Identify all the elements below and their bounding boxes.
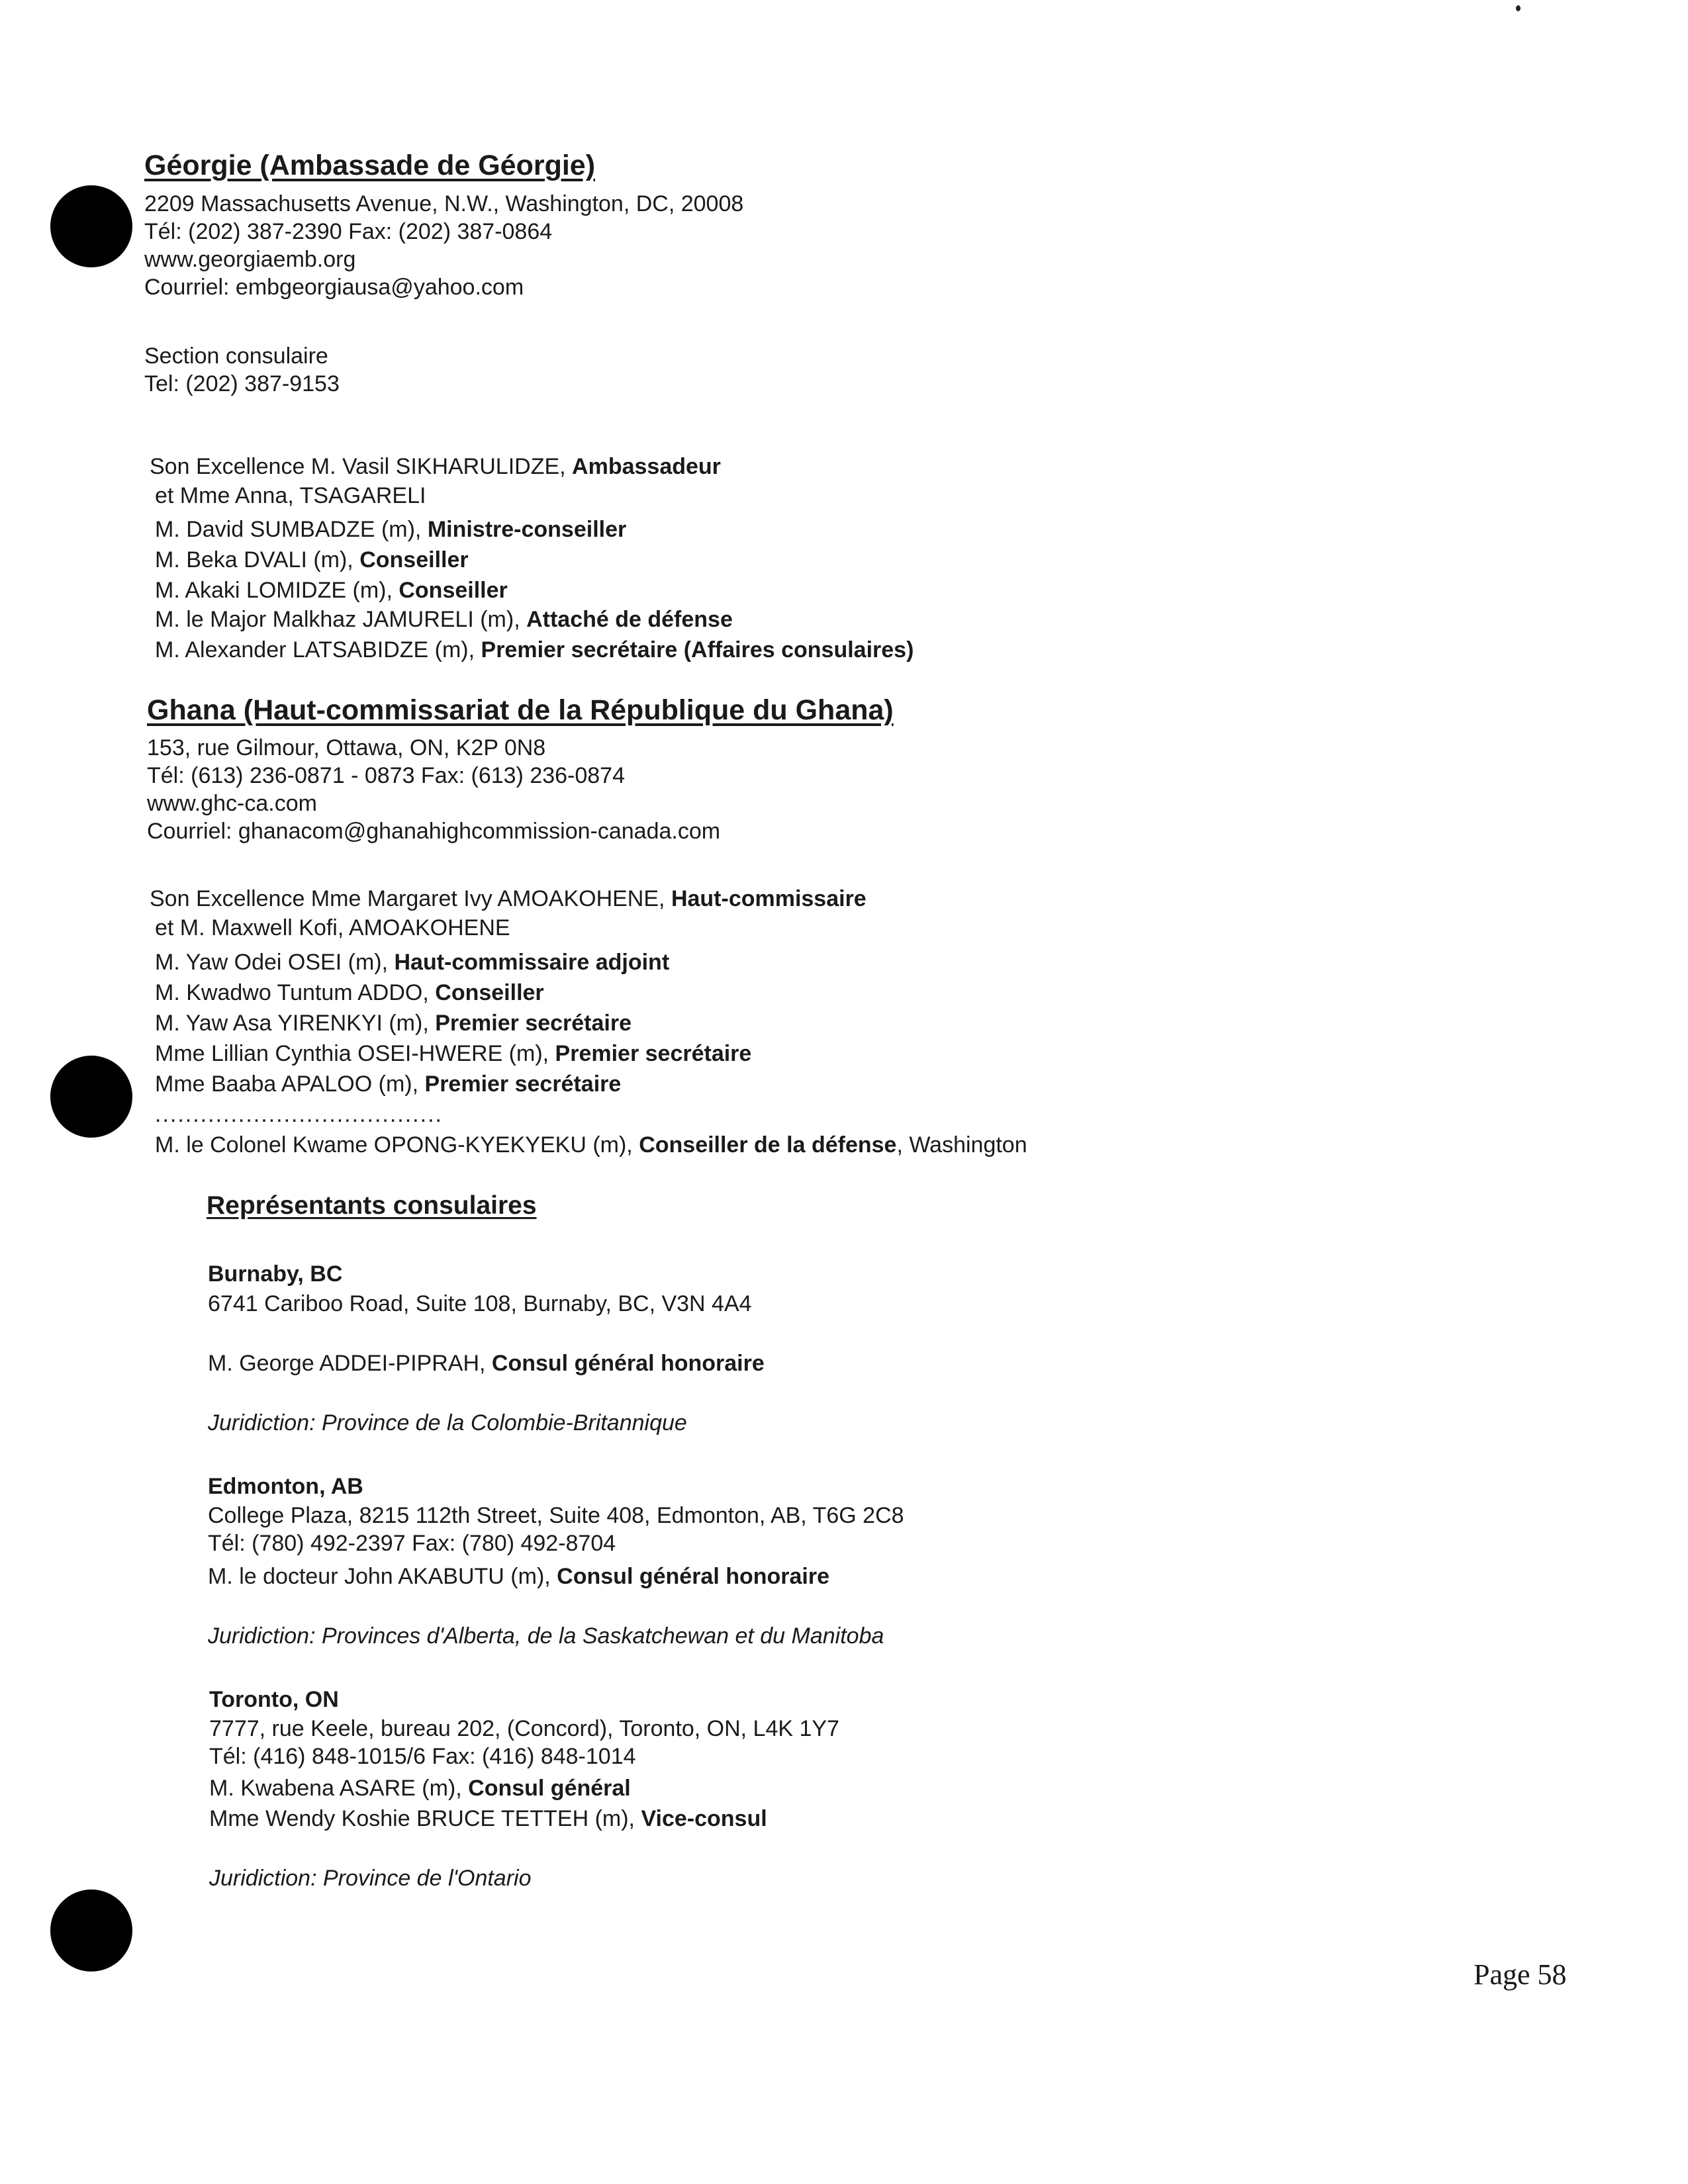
- staff-line: et Mme Anna, TSAGARELI: [155, 483, 426, 508]
- staff-line: M. Akaki LOMIDZE (m), Conseiller: [155, 578, 508, 603]
- burnaby-city: Burnaby, BC: [208, 1261, 343, 1287]
- ghana-address: 153, rue Gilmour, Ottawa, ON, K2P 0N8: [147, 735, 546, 760]
- staff-line: M. le Colonel Kwame OPONG-KYEKYEKU (m), Conseiller de la défense, Washington: [155, 1132, 1027, 1158]
- staff-line: et M. Maxwell Kofi, AMOAKOHENE: [155, 915, 510, 940]
- ghana-phone: Tél: (613) 236-0871 - 0873 Fax: (613) 236-0874: [147, 763, 626, 788]
- toronto-person: M. Kwabena ASARE (m), Consul général: [209, 1776, 631, 1801]
- toronto-jurisdiction: Juridiction: Province de l'Ontario: [209, 1866, 532, 1891]
- consular-representatives-heading: Représentants consulaires: [207, 1191, 537, 1220]
- staff-line: M. Yaw Asa YIRENKYI (m), Premier secrétaire: [155, 1011, 632, 1036]
- binder-hole-middle: [50, 1056, 132, 1138]
- ghana-email: Courriel: ghanacom@ghanahighcommission-canada.com: [147, 819, 721, 844]
- edmonton-city: Edmonton, AB: [208, 1474, 363, 1499]
- binder-hole-top: [50, 185, 132, 267]
- dotted-separator: ......................................: [155, 1102, 443, 1127]
- edmonton-phone: Tél: (780) 492-2397 Fax: (780) 492-8704: [208, 1531, 616, 1556]
- georgia-heading: Géorgie (Ambassade de Géorgie): [144, 150, 596, 181]
- binder-hole-bottom: [50, 1889, 132, 1972]
- scan-speck: [1516, 5, 1521, 11]
- georgia-email: Courriel: embgeorgiausa@yahoo.com: [144, 275, 524, 300]
- georgia-consular-phone: Tel: (202) 387-9153: [144, 371, 340, 396]
- staff-line: Son Excellence M. Vasil SIKHARULIDZE, Ambassadeur: [150, 454, 721, 479]
- edmonton-person: M. le docteur John AKABUTU (m), Consul général honoraire: [208, 1564, 830, 1589]
- georgia-address: 2209 Massachusetts Avenue, N.W., Washington, DC, 20008: [144, 191, 744, 216]
- georgia-phone: Tél: (202) 387-2390 Fax: (202) 387-0864: [144, 219, 553, 244]
- burnaby-jurisdiction: Juridiction: Province de la Colombie-Britannique: [208, 1410, 687, 1435]
- staff-line: M. Kwadwo Tuntum ADDO, Conseiller: [155, 980, 544, 1005]
- burnaby-address: 6741 Cariboo Road, Suite 108, Burnaby, BC, V3N 4A4: [208, 1291, 752, 1316]
- staff-line: Mme Baaba APALOO (m), Premier secrétaire: [155, 1071, 622, 1097]
- staff-line: M. David SUMBADZE (m), Ministre-conseiller: [155, 517, 627, 542]
- toronto-address: 7777, rue Keele, bureau 202, (Concord), Toronto, ON, L4K 1Y7: [209, 1716, 839, 1741]
- staff-line: M. Yaw Odei OSEI (m), Haut-commissaire adjoint: [155, 950, 670, 975]
- staff-line: M. le Major Malkhaz JAMURELI (m), Attaché de défense: [155, 607, 733, 632]
- georgia-consular-section: Section consulaire: [144, 343, 328, 369]
- toronto-phone: Tél: (416) 848-1015/6 Fax: (416) 848-1014: [209, 1744, 636, 1769]
- ghana-website: www.ghc-ca.com: [147, 791, 317, 816]
- burnaby-person: M. George ADDEI-PIPRAH, Consul général honoraire: [208, 1351, 765, 1376]
- edmonton-address: College Plaza, 8215 112th Street, Suite 408, Edmonton, AB, T6G 2C8: [208, 1503, 904, 1528]
- staff-line: M. Alexander LATSABIDZE (m), Premier secrétaire (Affaires consulaires): [155, 637, 914, 662]
- ghana-heading: Ghana (Haut-commissariat de la République du Ghana): [147, 694, 894, 726]
- staff-line: Son Excellence Mme Margaret Ivy AMOAKOHENE, Haut-commissaire: [150, 886, 867, 911]
- georgia-website: www.georgiaemb.org: [144, 247, 356, 272]
- edmonton-jurisdiction: Juridiction: Provinces d'Alberta, de la Saskatchewan et du Manitoba: [208, 1623, 884, 1649]
- toronto-person: Mme Wendy Koshie BRUCE TETTEH (m), Vice-consul: [209, 1806, 767, 1831]
- page-number: Page 58: [1474, 1958, 1567, 1991]
- staff-line: M. Beka DVALI (m), Conseiller: [155, 547, 469, 572]
- staff-line: Mme Lillian Cynthia OSEI-HWERE (m), Premier secrétaire: [155, 1041, 752, 1066]
- toronto-city: Toronto, ON: [209, 1687, 339, 1712]
